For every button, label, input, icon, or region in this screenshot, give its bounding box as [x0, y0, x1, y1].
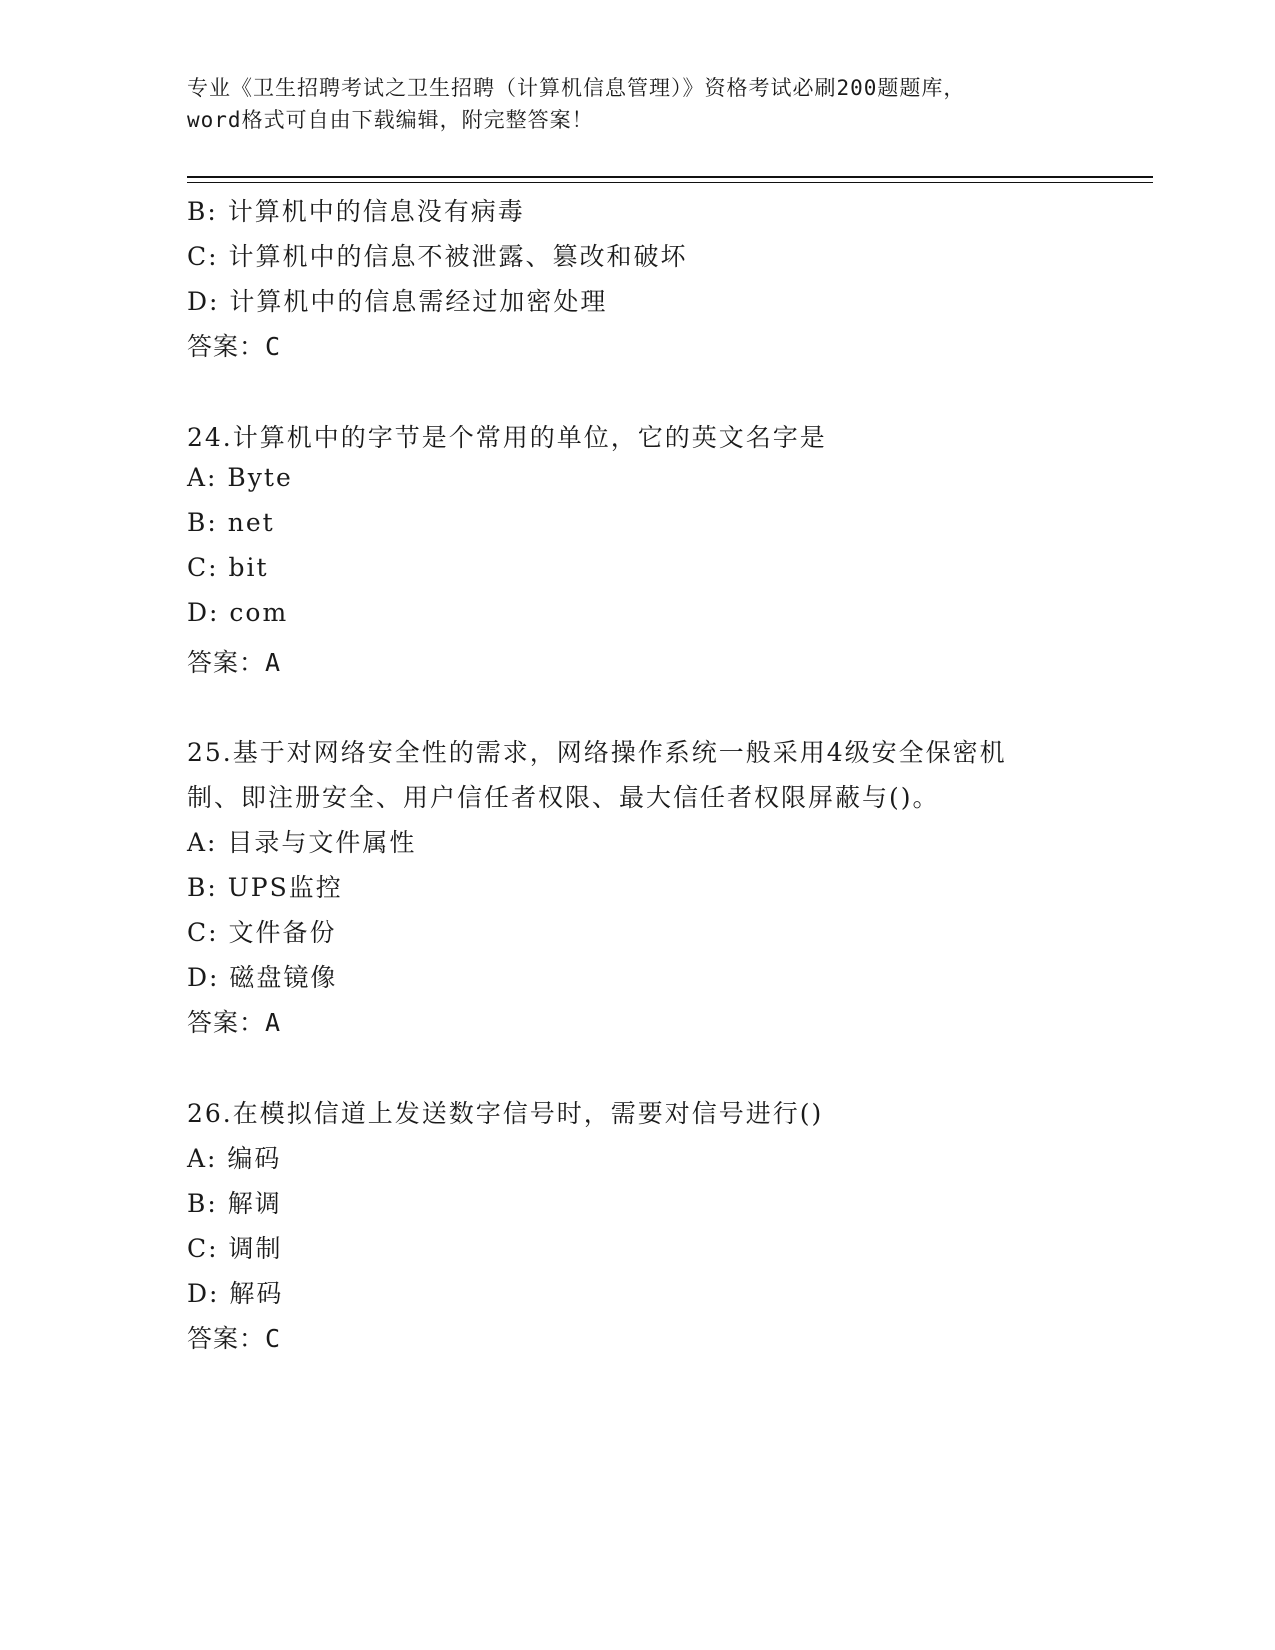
q24-option-c: C: bit [187, 553, 269, 582]
q25-option-a: A: 目录与文件属性 [187, 828, 417, 857]
q25-option-c: C: 文件备份 [187, 918, 337, 947]
q25-option-d: D: 磁盘镜像 [187, 963, 338, 992]
q26-option-b: B: 解调 [187, 1189, 282, 1218]
q23-answer: 答案：C [187, 332, 282, 361]
q26-option-a: A: 编码 [187, 1144, 282, 1173]
q24-option-d: D: com [187, 598, 289, 627]
q24-option-a: A: Byte [187, 463, 293, 492]
q25-question-line-1: 25.基于对网络安全性的需求，网络操作系统一般采用4级安全保密机 [187, 738, 1007, 767]
q24-option-b: B: net [187, 508, 275, 537]
document-header [187, 72, 1087, 136]
q23-option-b: B: 计算机中的信息没有病毒 [187, 197, 525, 226]
header-divider-thick [187, 176, 1153, 178]
header-title-line-2: word格式可自由下载编辑，附完整答案！ [187, 108, 594, 132]
q23-option-d: D: 计算机中的信息需经过加密处理 [187, 287, 608, 316]
q26-question: 26.在模拟信道上发送数字信号时，需要对信号进行() [187, 1099, 824, 1128]
q25-option-b: B: UPS监控 [187, 873, 343, 902]
header-divider-thin [187, 182, 1153, 183]
q26-option-c: C: 调制 [187, 1234, 283, 1263]
q25-answer: 答案：A [187, 1008, 282, 1037]
q24-question: 24.计算机中的字节是个常用的单位，它的英文名字是 [187, 423, 827, 452]
q25-question-line-2: 制、即注册安全、用户信任者权限、最大信任者权限屏蔽与()。 [187, 783, 940, 812]
header-title-line-1: 专业《卫生招聘考试之卫生招聘（计算机信息管理）》资格考试必刷200题题库， [187, 76, 966, 100]
q26-option-d: D: 解码 [187, 1279, 284, 1308]
q23-option-c: C: 计算机中的信息不被泄露、篡改和破坏 [187, 242, 688, 271]
q26-answer: 答案：C [187, 1324, 282, 1353]
q24-answer: 答案：A [187, 648, 282, 677]
